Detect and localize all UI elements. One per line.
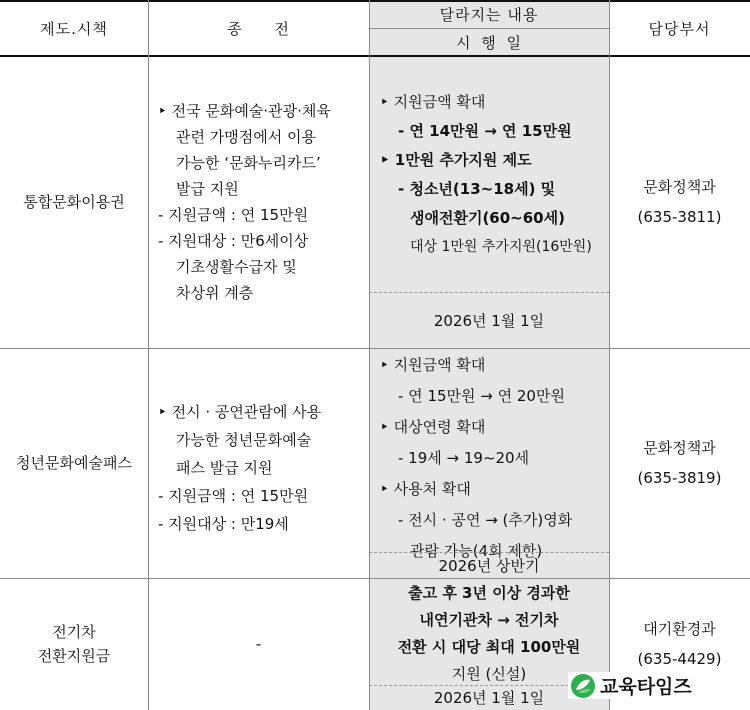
previous-line: - 지원금액 : 연 15만원 xyxy=(158,206,309,224)
change-line: 생애전환기(60~60세) xyxy=(410,209,565,227)
change-line: - 전시 · 공연 → (추가)영화 xyxy=(398,511,573,529)
edu-times-logo xyxy=(568,672,694,699)
header-bottom-border xyxy=(0,55,750,57)
leaf-logo-icon xyxy=(570,673,596,699)
row2-date-divider xyxy=(369,552,609,553)
change-line: - 연 15만원 → 연 20만원 xyxy=(398,387,565,405)
previous-line: ‣ 전국 문화예술‧관광‧체육 xyxy=(158,102,331,120)
row1-department xyxy=(609,56,750,348)
row2-department xyxy=(609,348,750,578)
previous-line: 발급 지원 xyxy=(176,180,239,198)
row1-policy-name xyxy=(0,56,148,348)
change-line: ‣ 1만원 추가지원 제도 xyxy=(380,151,532,169)
department-phone: (635-4429) xyxy=(637,650,722,668)
previous-line: - 지원대상 : 만6세이상 xyxy=(158,232,309,250)
department-phone: (635-3819) xyxy=(637,469,722,487)
change-line: 내연기관차 → 전기차 xyxy=(419,611,559,629)
header-department: 담당부서 xyxy=(648,19,711,38)
change-line: 지원 (신설) xyxy=(451,665,527,683)
header-previous: 종 전 xyxy=(227,19,290,38)
header-changes: 달라지는 내용 xyxy=(439,5,539,24)
previous-line: 패스 발급 지원 xyxy=(176,459,273,477)
previous-line: 가능한 청년문화예술 xyxy=(176,431,312,449)
previous-line: 차상위 계층 xyxy=(176,284,254,302)
row3-policy-name xyxy=(0,578,148,710)
change-line: - 청소년(13~18세) 및 xyxy=(398,180,556,198)
change-line: 출고 후 3년 이상 경과한 xyxy=(408,584,570,602)
policy-name: 청년문화예술패스 xyxy=(16,454,132,472)
previous-line: - 지원대상 : 만19세 xyxy=(158,515,289,533)
row3-previous xyxy=(148,578,369,710)
row1-previous xyxy=(158,98,369,306)
department-name: 문화정책과 xyxy=(643,178,716,196)
change-line: 대상 1만원 추가지원(16만원) xyxy=(410,239,592,255)
row2-previous xyxy=(158,398,369,538)
row1-date-divider xyxy=(369,292,609,293)
policy-name-line: 전환지원금 xyxy=(37,647,111,665)
column-divider xyxy=(148,0,149,710)
header-mid-border xyxy=(369,28,609,29)
header-effective-date: 시 행 일 xyxy=(455,33,522,52)
row2-bottom-border xyxy=(0,578,750,579)
row2-effective-date: 2026년 상반기 xyxy=(438,556,540,575)
table-top-border xyxy=(0,0,750,2)
previous-line: - 지원금액 : 연 15만원 xyxy=(158,487,309,505)
department-name: 대기환경과 xyxy=(643,620,716,638)
previous-line: 가능한 ‘문화누리카드’ xyxy=(176,154,321,172)
previous-line: 기초생활수급자 및 xyxy=(176,258,297,276)
change-line: 전환 시 대당 최대 100만원 xyxy=(397,638,581,656)
policy-name-line: 전기차 xyxy=(52,623,96,641)
change-line: - 19세 → 19~20세 xyxy=(398,449,530,467)
logo-text: 교육타임즈 xyxy=(600,676,692,698)
header-policy: 제도.시책 xyxy=(40,19,108,38)
row2-policy-name xyxy=(0,348,148,578)
previous-line: 관련 가맹점에서 이용 xyxy=(176,128,316,146)
change-line: 관람 가능(4회 제한) xyxy=(410,542,543,560)
row2-changes xyxy=(380,350,609,567)
row1-changes xyxy=(380,88,609,262)
column-divider xyxy=(609,0,610,710)
previous-value: - xyxy=(255,635,262,653)
change-line: ‣ 대상연령 확대 xyxy=(380,418,486,436)
change-line: - 연 14만원 → 연 15만원 xyxy=(398,122,572,140)
change-line: ‣ 지원금액 확대 xyxy=(380,93,486,111)
column-divider xyxy=(369,0,370,710)
row3-effective-date: 2026년 1월 1일 xyxy=(433,689,545,707)
department-name: 문화정책과 xyxy=(643,439,716,457)
change-line: ‣ 사용처 확대 xyxy=(380,480,471,498)
policy-name: 통합문화이용권 xyxy=(23,193,125,211)
row1-bottom-border xyxy=(0,348,750,349)
row1-effective-date: 2026년 1월 1일 xyxy=(433,311,545,330)
previous-line: ‣ 전시 · 공연관람에 사용 xyxy=(158,403,322,421)
department-phone: (635-3811) xyxy=(637,208,722,226)
change-line: ‣ 지원금액 확대 xyxy=(380,356,486,374)
